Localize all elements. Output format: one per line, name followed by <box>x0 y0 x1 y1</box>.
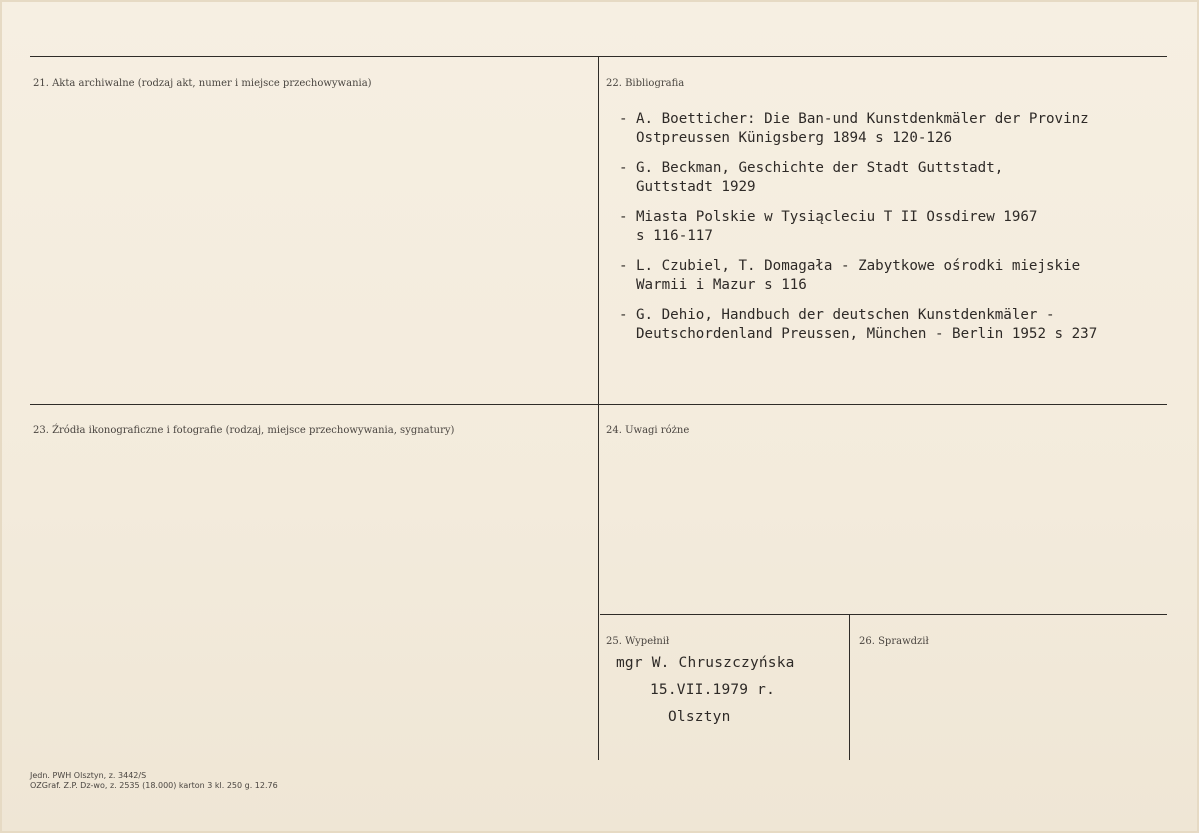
bibliography-entry-text: Miasta Polskie w Tysiącleciu T II Ossdirew 1967 s 116-117 <box>636 209 1038 244</box>
bibliography-list <box>619 110 1189 355</box>
filled-by-place: Olsztyn <box>668 709 731 725</box>
bibliography-entry-text: L. Czubiel, T. Domagała - Zabytkowe ośrodki miejskie Warmii i Mazur s 116 <box>636 258 1081 293</box>
signature-rule <box>600 614 1167 615</box>
bibliography-entry: - Miasta Polskie w Tysiącleciu T II Ossdirew 1967 s 116-117 <box>619 209 1038 244</box>
bibliography-entry: - A. Boetticher: Die Ban-und Kunstdenkmäler der Provinz Ostpreussen Künigsberg 1894 s 120-126 <box>619 111 1089 146</box>
field-22-label: 22. Bibliografia <box>606 78 685 89</box>
bibliography-entry: - G. Dehio, Handbuch der deutschen Kunstdenkmäler - Deutschordenland Preussen, München - Berlin 1952 s 237 <box>619 307 1098 342</box>
filled-by-name: mgr W. Chruszczyńska <box>616 655 795 671</box>
filled-by-date: 15.VII.1979 r. <box>650 682 776 698</box>
field-21-label: 21. Akta archiwalne (rodzaj akt, numer i miejsce przechowywania) <box>33 78 372 89</box>
print-info-line-2: OZGraf. Z.P. Dz-wo, z. 2535 (18.000) karton 3 kl. 250 g. 12.76 <box>30 781 278 790</box>
field-24-label: 24. Uwagi różne <box>606 425 690 436</box>
field-25-label: 25. Wypełnił <box>606 636 670 647</box>
field-26-label: 26. Sprawdził <box>859 636 929 647</box>
field-23-label: 23. Źródła ikonograficzne i fotografie (rodzaj, miejsce przechowywania, sygnatury) <box>33 425 455 436</box>
bibliography-entry-text: G. Dehio, Handbuch der deutschen Kunstdenkmäler - Deutschordenland Preussen, München - Berlin 1952 s 237 <box>636 307 1098 342</box>
bibliography-entry-text: A. Boetticher: Die Ban-und Kunstdenkmäler der Provinz Ostpreussen Künigsberg 1894 s 120-126 <box>636 111 1089 146</box>
print-info-line-1: Jedn. PWH Olsztyn, z. 3442/S <box>30 771 147 780</box>
center-divider-bottom <box>598 405 599 760</box>
center-divider-top <box>598 57 599 404</box>
bibliography-entry: - G. Beckman, Geschichte der Stadt Guttstadt, Guttstadt 1929 <box>619 160 1004 195</box>
bibliography-entry-text: G. Beckman, Geschichte der Stadt Guttstadt, Guttstadt 1929 <box>636 160 1004 195</box>
bibliography-entry: - L. Czubiel, T. Domagała - Zabytkowe ośrodki miejskie Warmii i Mazur s 116 <box>619 258 1081 293</box>
signature-divider <box>849 615 850 760</box>
